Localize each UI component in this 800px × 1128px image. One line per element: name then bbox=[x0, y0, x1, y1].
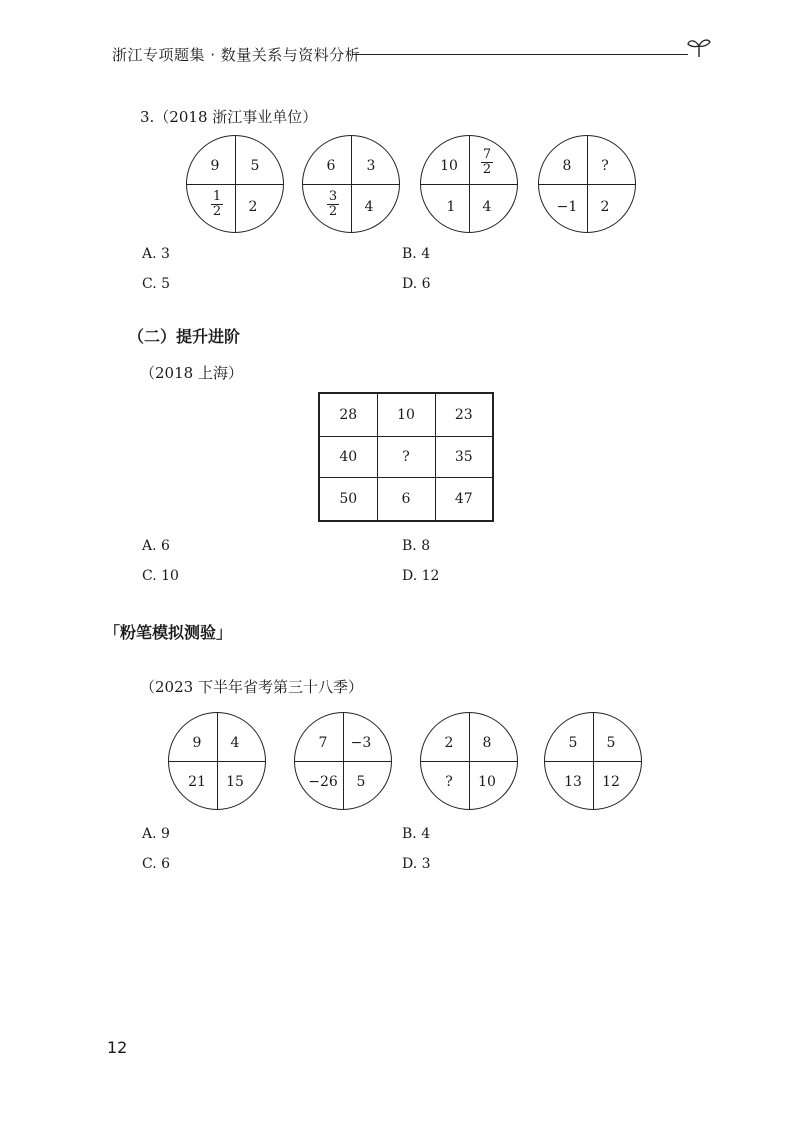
circle-cell-fraction: $\frac{1}{2}$ bbox=[212, 189, 222, 219]
circle-cell-fraction: $\frac{7}{2}$ bbox=[482, 147, 492, 177]
circle-cell-fraction: $\frac{3}{2}$ bbox=[328, 189, 338, 219]
circle-cell: 5 bbox=[356, 774, 366, 790]
circle-cell: 8 bbox=[482, 735, 492, 751]
option-b[interactable]: B. 4 bbox=[402, 246, 431, 262]
option-d[interactable]: D. 12 bbox=[402, 568, 440, 584]
circle-cell: 2 bbox=[248, 199, 258, 215]
circle-cell: 9 bbox=[210, 158, 220, 174]
option-c[interactable]: C. 6 bbox=[142, 856, 171, 872]
circle-cell: 5 bbox=[568, 735, 578, 751]
circle-cell: 4 bbox=[230, 735, 240, 751]
page-number: 12 bbox=[107, 1038, 128, 1057]
figure-circle bbox=[186, 135, 284, 233]
grid-cell: 47 bbox=[435, 478, 493, 521]
question-2023-label: （2023 下半年省考第三十八季） bbox=[140, 678, 363, 696]
question-shanghai-label: （2018 上海） bbox=[140, 364, 243, 382]
option-c[interactable]: C. 5 bbox=[142, 276, 171, 292]
grid-cell: 10 bbox=[377, 393, 435, 436]
grid-cell: 28 bbox=[319, 393, 377, 436]
circle-cell: −26 bbox=[308, 774, 338, 790]
circle-cell: 5 bbox=[250, 158, 260, 174]
option-d[interactable]: D. 6 bbox=[402, 276, 431, 292]
grid-cell: 40 bbox=[319, 436, 377, 478]
grid-cell: 23 bbox=[435, 393, 493, 436]
circle-cell: 15 bbox=[226, 774, 244, 790]
header-rule bbox=[352, 54, 688, 55]
sprout-icon bbox=[686, 36, 712, 58]
figure-circle bbox=[420, 135, 518, 233]
option-c[interactable]: C. 10 bbox=[142, 568, 179, 584]
section-title-mock-test: 「粉笔模拟测验」 bbox=[104, 623, 233, 642]
circle-cell-unknown: ? bbox=[445, 774, 453, 790]
figure-circle bbox=[302, 135, 400, 233]
option-d[interactable]: D. 3 bbox=[402, 856, 431, 872]
circle-cell: 10 bbox=[440, 158, 458, 174]
figure-circle bbox=[544, 712, 642, 810]
grid-cell: 35 bbox=[435, 436, 493, 478]
number-grid bbox=[318, 392, 494, 522]
circle-cell: 3 bbox=[366, 158, 376, 174]
figure-circle bbox=[420, 712, 518, 810]
circle-cell: 12 bbox=[602, 774, 620, 790]
circle-cell: 2 bbox=[444, 735, 454, 751]
circle-cell: 1 bbox=[446, 199, 456, 215]
section-title-advanced: （二）提升进阶 bbox=[128, 327, 241, 346]
circle-cell: −3 bbox=[350, 735, 372, 751]
grid-cell: 6 bbox=[377, 478, 435, 521]
running-header-title: 浙江专项题集 · 数量关系与资料分析 bbox=[112, 46, 361, 64]
grid-cell-unknown: ? bbox=[377, 436, 435, 478]
circle-cell: 6 bbox=[326, 158, 336, 174]
circle-cell: 2 bbox=[600, 199, 610, 215]
figure-circle bbox=[294, 712, 392, 810]
circle-cell: 9 bbox=[192, 735, 202, 751]
circle-cell: 5 bbox=[606, 735, 616, 751]
figure-circle bbox=[168, 712, 266, 810]
circle-cell: 21 bbox=[188, 774, 206, 790]
circle-cell: 4 bbox=[364, 199, 374, 215]
option-a[interactable]: A. 9 bbox=[142, 826, 170, 842]
grid-cell: 50 bbox=[319, 478, 377, 521]
circle-cell: −1 bbox=[556, 199, 578, 215]
figure-circle bbox=[538, 135, 636, 233]
circle-cell: 4 bbox=[482, 199, 492, 215]
option-b[interactable]: B. 4 bbox=[402, 826, 431, 842]
circle-cell: 7 bbox=[318, 735, 328, 751]
circle-cell: 13 bbox=[564, 774, 582, 790]
circle-cell-unknown: ? bbox=[601, 158, 609, 174]
circle-cell: 8 bbox=[562, 158, 572, 174]
option-b[interactable]: B. 8 bbox=[402, 538, 431, 554]
question-3-label: 3.（2018 浙江事业单位） bbox=[140, 108, 318, 126]
circle-cell: 10 bbox=[478, 774, 496, 790]
option-a[interactable]: A. 6 bbox=[142, 538, 170, 554]
option-a[interactable]: A. 3 bbox=[142, 246, 170, 262]
